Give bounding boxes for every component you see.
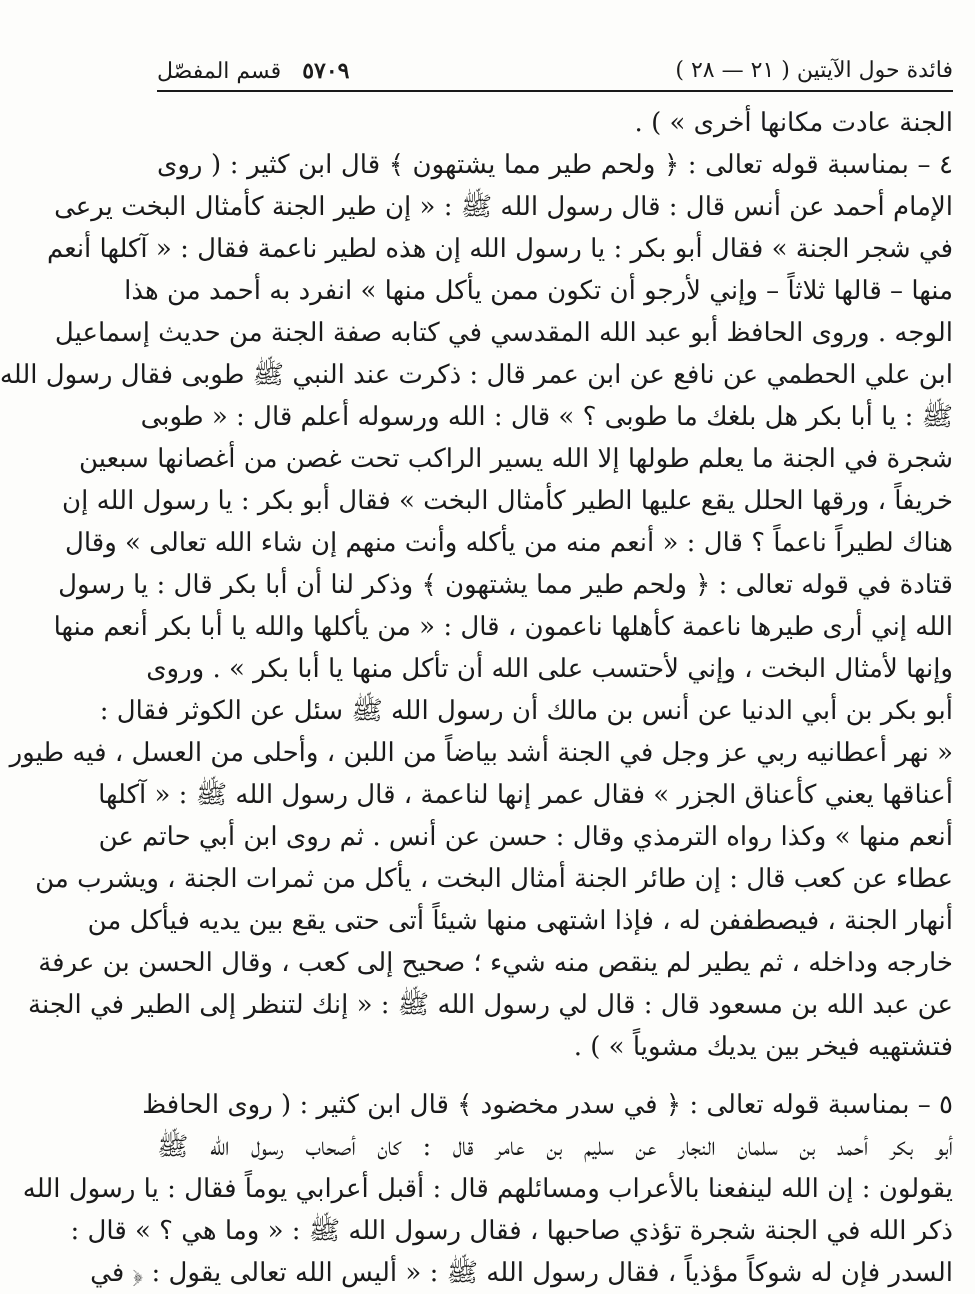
text-line: الجنة عادت مكانها أخرى » ) . <box>634 108 953 138</box>
text-line: ابن علي الحطمي عن نافع عن ابن عمر قال : ذكرت عند النبي ﷺ طوبى فقال رسول الله <box>0 360 953 390</box>
book-page <box>0 50 953 1294</box>
text-line: فتشتهيه فيخر بين يديك مشوياً » ) . <box>573 1032 953 1062</box>
text-line: الوجه . وروى الحافظ أبو عبد الله المقدسي في كتابه صفة الجنة من حديث إسماعيل <box>54 318 953 348</box>
text-line: الله إني أرى طيرها ناعمة كأهلها ناعمون ، قال : « من يأكلها والله يا أبا بكر أنعم منها <box>53 612 953 642</box>
paragraph-gap <box>157 1068 953 1084</box>
text-line: ﷺ : يا أبا بكر هل بلغك ما طوبى ؟ » قال : الله ورسوله أعلم قال : « طوبى <box>140 402 953 432</box>
text-line: شجرة في الجنة ما يعلم طولها إلا الله يسير الراكب تحت غصن من أغصانها سبعين <box>79 444 953 474</box>
text-line: عطاء عن كعب قال : إن طائر الجنة أمثال البخت ، يأكل من ثمرات الجنة ، ويشرب من <box>35 864 953 894</box>
text-line: السدر فإن له شوكاً مؤذياً ، فقال رسول الله ﷺ : « أليس الله تعالى يقول : ﴿ في <box>90 1258 953 1288</box>
text-line: أنعم منها » وكذا رواه الترمذي وقال : حسن عن أنس . ثم روى ابن أبي حاتم عن <box>98 822 953 852</box>
text-line: ٤ – بمناسبة قوله تعالى : ﴿ ولحم طير مما يشتهون ﴾ قال ابن كثير : ( روى <box>157 150 953 180</box>
text-line: الإمام أحمد عن أنس قال : قال رسول الله ﷺ : « إن طير الجنة كأمثال البخت يرعى <box>54 192 953 222</box>
text-line: أبو بكر بن أبي الدنيا عن أنس بن مالك أن رسول الله ﷺ سئل عن الكوثر فقال : <box>99 696 953 726</box>
text-line: منها – قالها ثلاثاً – وإني لأرجو أن تكون ممن يأكل منها » انفرد به أحمد من هذا <box>124 276 953 306</box>
text-line: خريفاً ، ورقها الحلل يقع عليها الطير كأمثال البخت » فقال أبو بكر : يا رسول الله إن <box>62 486 953 516</box>
running-title: فائدة حول الآيتين ( ٢١ — ٢٨ ) <box>675 58 953 83</box>
text-line: يقولون : إن الله لينفعنا بالأعراب ومسائلهم قال : أقبل أعرابي يوماً فقال : يا رسول الله <box>22 1174 953 1204</box>
text-line: ٥ – بمناسبة قوله تعالى : ﴿ في سدر مخضود ﴾ قال ابن كثير : ( روى الحافظ <box>142 1090 953 1120</box>
page-header <box>157 50 953 92</box>
page-number: ٥٧٠٩ <box>302 58 350 84</box>
text-line: أنهار الجنة ، فيصطففن له ، فإذا اشتهى منها شيئاً أتى حتى يقع بين يديه فيأكل من <box>87 906 953 936</box>
text-line: في شجر الجنة » فقال أبو بكر : يا رسول الله إن هذه لطير ناعمة فقال : « آكلها أنعم <box>46 234 953 264</box>
text-line: هناك لطيراً ناعماً ؟ قال : « أنعم منه من يأكله وأنت منهم إن شاء الله تعالى » وقال <box>64 528 953 558</box>
text-line: عن عبد الله بن مسعود قال : قال لي رسول الله ﷺ : « إنك لتنظر إلى الطير في الجنة <box>28 990 953 1020</box>
page-body <box>0 102 953 1294</box>
text-line: خارجه وداخله ، ثم يطير لم ينقص منه شيء ؛ صحيح إلى كعب ، وقال الحسن بن عرفة <box>38 948 953 978</box>
page-info <box>157 58 349 84</box>
text-line: قتادة في قوله تعالى : ﴿ ولحم طير مما يشتهون ﴾ وذكر لنا أن أبا بكر قال : يا رسول <box>58 570 953 600</box>
text-line: ذكر الله في الجنة شجرة تؤذي صاحبها ، فقال رسول الله ﷺ : « وما هي ؟ » قال : <box>70 1216 953 1246</box>
text-line: أبو بكر أحمد بن سلمان النجار عن سليم بن عامر قال : كان أصحاب رسول الله ﷺ <box>157 1132 953 1162</box>
text-line: « نهر أعطانيه ربي عز وجل في الجنة أشد بياضاً من اللبن ، وأحلى من العسل ، فيه طيور <box>9 738 953 768</box>
text-line: وإنها لأمثال البخت ، وإني لأحتسب على الله أن تأكل منها يا أبا بكر » . وروى <box>146 654 953 684</box>
text-line: أعناقها يعني كأعناق الجزر » فقال عمر إنها لناعمة ، قال رسول الله ﷺ : « آكلها <box>98 780 953 810</box>
section-title: قسم المفصّل <box>157 59 282 84</box>
